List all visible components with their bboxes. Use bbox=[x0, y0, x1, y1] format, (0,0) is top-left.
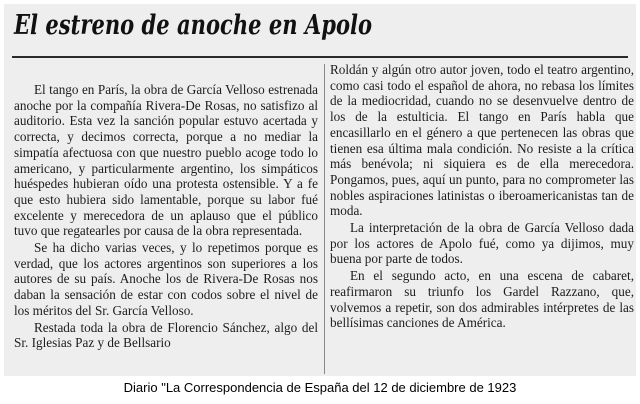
paragraph: Restada toda la obra de Florencio Sánchez, algo del Sr. Iglesias Paz y de Bellsario bbox=[14, 319, 318, 351]
paragraph: En el segundo acto, en una escena de cabaret, reafirmaron su triunfo los Gardel Razzano, que, volvemos a repetir, son dos admirables intérpretes de las bellísimas canciones de América. bbox=[330, 268, 634, 331]
column-divider bbox=[324, 64, 325, 374]
article-column-2 bbox=[330, 62, 634, 332]
paragraph: Roldán y algún otro autor joven, todo el teatro argentino, como casi todo el español de ahora, no rebasa los límites de la mediocridad, cuando no se desenvuelve dentro de los de la estulticia. El tango en París habla que encasillarlo en el género a que pertenecen las obras que tienen esa última mala condición. No resiste a la crítica más benévola; ni siquiera es de ella merecedora. Pongamos, pues, aquí un punto, para no comprometer las nobles aspiraciones latinistas o iberoamericanistas tan de moda. bbox=[330, 62, 634, 219]
paragraph: Se ha dicho varias veces, y lo repetimos porque es verdad, que los actores argentinos son superiores a los autores de su país. Anoche los de Rivera-De Rosas nos daban la sensación de estar con codos sobre el nivel de los méritos del Sr. García Velloso. bbox=[14, 240, 318, 318]
paragraph: El tango en París, la obra de García Velloso estrenada anoche por la compañía Rivera-De Rosas, no satisfizo al auditorio. Esta vez la sanción popular estuvo acertada y correcta, y decimos correcta, porque a no mediar la simpatía afectuosa con que nuestro pueblo acoge todo lo americano, y particularmente argentino, los simpáticos huéspedes hubieran oído una protesta ostensible. Y a fe que esto hubiera sido lamentable, porque su labor fué excelente y merecedora de un aplauso que el público tuvo que regatearles por causa de la obra representada. bbox=[14, 82, 318, 239]
article-column-1 bbox=[14, 82, 318, 352]
newspaper-clipping bbox=[4, 4, 636, 376]
image-caption: Diario "La Correspondencia de España del 12 de diciembre de 1923 bbox=[123, 380, 517, 395]
headline: El estreno de anoche en Apolo bbox=[14, 10, 373, 41]
paragraph: La interpretación de la obra de García Velloso dada por los actores de Apolo fué, como ya dijimos, muy buena por parte de todos. bbox=[330, 220, 634, 267]
headline-rule bbox=[12, 56, 628, 58]
